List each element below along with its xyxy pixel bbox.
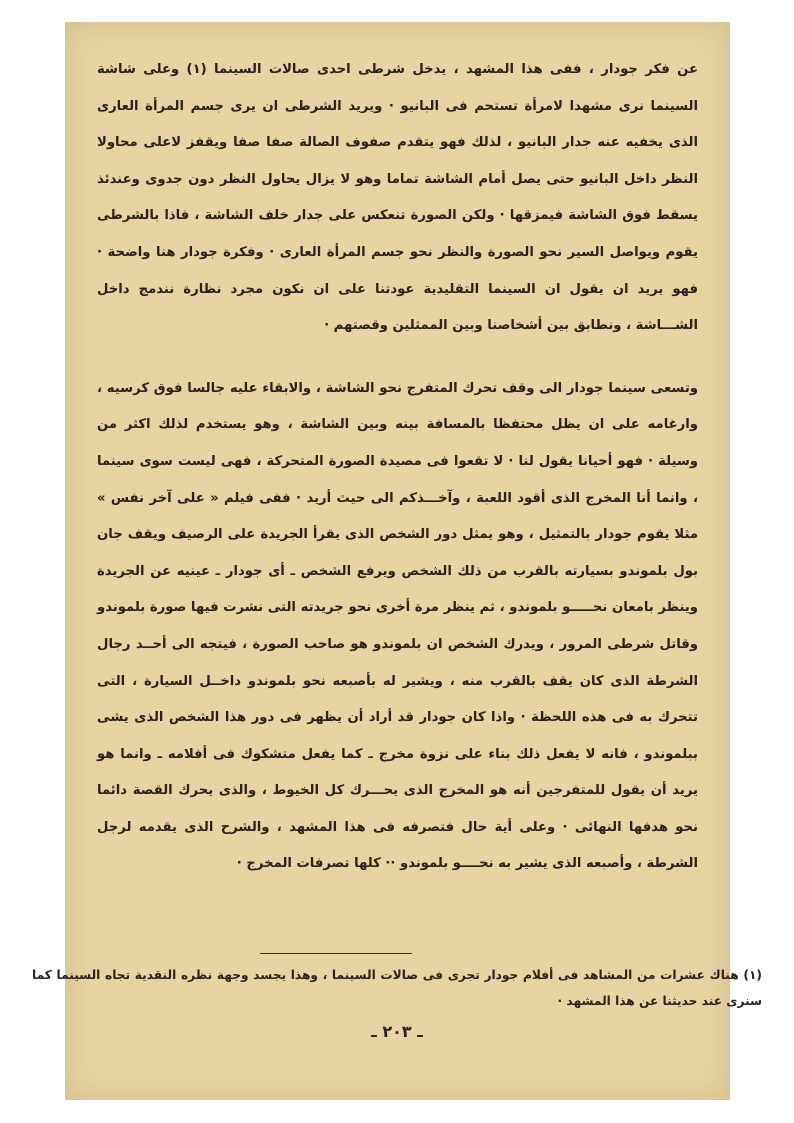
footnote bbox=[32, 962, 762, 1014]
footnote-rule bbox=[260, 953, 412, 954]
footnote-text: (١) هناك عشرات من المشاهد فى أفلام جودار تجرى فى صالات السينما ، وهذا يجسد وجهة نظره النقدية تجاه السينما كما سنرى عند حديثنا عن هذا المشهد · bbox=[32, 968, 762, 1008]
page-number: ـ ٢٠٣ ـ bbox=[371, 1022, 423, 1041]
book-page bbox=[65, 22, 730, 1100]
paragraph-1: عن فكر جودار ، ففى هذا المشهد ، يدخل شرطى احدى صالات السينما (١) وعلى شاشة السينما نرى مشهدا لامرأة تستحم فى البانيو · ويريد الشرطى ان يرى جسم المرأة العارى الذى يخفيه عنه جدار البانيو ، لذلك فهو يتقدم صفوف الصالة صفا صفا ويقفز لاعلى محاولا النظر داخل البانيو حتى يصل أمام الشاشة تماما وهو لا يزال يحاول النظر دون جدوى وعندئذ يسقط فوق الشاشة فيمزقها · ولكن الصورة تنعكس على جدار خلف الشاشة ، فاذا بالشرطى يقوم ويواصل السير نحو الصورة والنظر نحو جسم المرأة العارى · وفكرة جودار هنا واضحة · فهو يريد ان يقول ان السينما التقليدية عودتنا على ان نكون مجرد نظارة نندمج داخل الشـــاشة ، ونطابق بين أشخاصنا وبين الممثلين وقصتهم · bbox=[97, 62, 698, 334]
body-text bbox=[97, 52, 698, 883]
paragraph-2: وتسعى سينما جودار الى وقف تحرك المتفرج نحو الشاشة ، والابقاء عليه جالسا فوق كرسيه ، وارغامه على ان يظل محتفظا بالمسافة بينه وبين الشاشة ، وهو يستخدم لذلك اكثر من وسيلة · فهو أحيانا يقول لنا · لا تقعوا فى مصيدة الصورة المتحركة ، فهى ليست سوى سينما ، وانما أنا المخرج الذى أقود اللعبة ، وآخـــذكم الى حيث أريد · ففى فيلم « على آخر نفس » مثلا يقوم جودار بالتمثيل ، وهو يمثل دور الشخص الذى يقرأ الجريدة على الرصيف ويقف جان بول بلموندو بسيارته بالقرب من ذلك الشخص ويرفع الشخص ـ أى جودار ـ عينيه عن الجريدة وينظر بامعان نحـــــو بلموندو ، ثم ينظر مرة أخرى نحو جريدته التى نشرت فيها صورة بلموندو وقاتل شرطى المرور ، ويدرك الشخص ان بلموندو هو صاحب الصورة ، فيتجه الى أحــد رجال الشرطة الذى كان يقف بالقرب منه ، ويشير له بأصبعه نحو بلموندو داخــل السيارة ، التى تتحرك به فى هذه اللحظة · واذا كان جودار قد أراد أن يظهر فى دور هذا الشخص الذى يشى ببلموندو ، فانه لا يفعل ذلك بناء على نزوة مخرج ـ كما يفعل متشكوك فى أفلامه ـ وانما هو يريد أن يقول للمتفرجين أنه هو المخرج الذى يحـــرك كل الخيوط ، والذى يحرك القصة دائما نحو هدفها النهائى · وعلى أية حال فتصرفه فى هذا المشهد ، والشرح الذى يقدمه لرجل الشرطة ، وأصبعه الذى يشير به نحــــو بلموندو ·· كلها تصرفات المخرج · bbox=[97, 380, 698, 872]
